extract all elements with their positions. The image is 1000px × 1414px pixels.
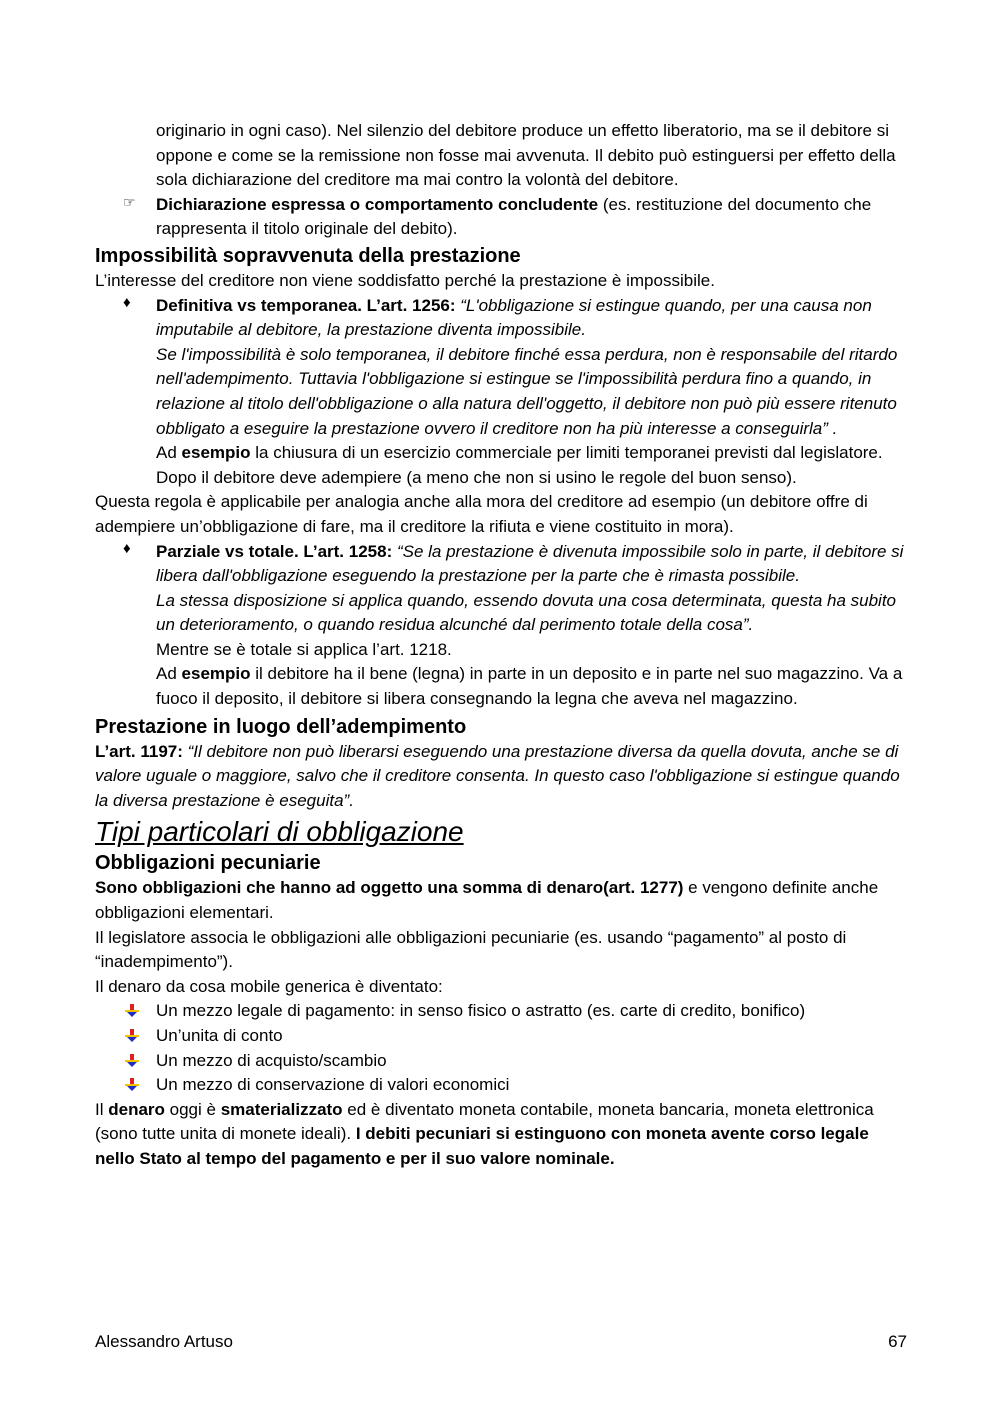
continuation-paragraph: originario in ogni caso). Nel silenzio del debitore produce un effetto liberatorio, ma se il debitore si oppone e come se la remissione non fosse mai avvenuta. Il debito può estinguersi per effetto della sola dichiarazione del creditore ma mai contro la volontà del debitore. [156, 121, 896, 190]
paragraph: Sono obbligazioni che hanno ad oggetto una somma di denaro(art. 1277) e vengono definite anche obbligazioni elementari. [95, 878, 879, 923]
list-item: ☞ Dichiarazione espressa o comportamento concludente (es. restituzione del documento che rappresenta il titolo originale del debito). [123, 193, 872, 239]
list-item: Un mezzo di acquisto/scambio [95, 1049, 907, 1074]
section-title: Obbligazioni pecuniarie [95, 852, 321, 875]
paragraph: Questa regola è applicabile per analogia anche alla mora del creditore ad esempio (un debitore offre di adempiere un’obbligazione di fare, ma il creditore la rifiuta e viene costituito in mora). [95, 492, 868, 536]
paragraph: L’art. 1197: “Il debitore non può liberarsi eseguendo una prestazione diversa da quella dovuta, anche se di valore uguale o maggiore, salvo che il creditore consenta. In questo caso l'obbligazione si estingue quando la diversa prestazione è eseguita”. [95, 741, 900, 810]
bold-text: Dichiarazione espressa o comportamento concludente [156, 194, 599, 214]
paragraph: Il legislatore associa le obbligazioni alle obbligazioni pecuniarie (es. usando “pagamento” al posto di “inadempimento”). [95, 927, 847, 972]
paragraph: Il denaro da cosa mobile generica è diventato: [95, 976, 443, 996]
page-footer [95, 1331, 907, 1353]
page-number: 67 [888, 1332, 907, 1351]
money-list [95, 999, 907, 1097]
list-item: Un mezzo di conservazione di valori economici [95, 1073, 907, 1098]
down-arrow-bullet-icon [125, 1029, 139, 1043]
page-content [95, 119, 907, 1172]
list-item: Un mezzo legale di pagamento: in senso fisico o astratto (es. carte di credito, bonifico) [95, 999, 907, 1024]
down-arrow-bullet-icon [125, 1004, 139, 1018]
diamond-bullet-icon: ♦ [123, 293, 131, 311]
chapter-title: Tipi particolari di obbligazione [95, 816, 464, 848]
section-title: Prestazione in luogo dell’adempimento [95, 715, 467, 738]
down-arrow-bullet-icon [125, 1054, 139, 1068]
list-item: ♦ Definitiva vs temporanea. L’art. 1256: “L'obbligazione si estingue quando, per una causa non imputabile al debitore, la prestazione diventa impossibile. Se l'impossibilità è solo temporanea, il debitore finché essa perdura, non è responsabile del ritardo nell'adempimento. Tuttavia l'obbligazione si estingue se l'impossibilità perdura fino a quando, in relazione al titolo dell'obbligazione o alla natura dell'oggetto, il debitore non può più essere ritenuto obbligato a eseguire la prestazione ovvero il creditore non ha più interesse a conseguirla” . Ad esempio la chiusura di un esercizio commerciale per limiti temporanei previsti dal legislatore. Dopo il debitore deve adempiere (a meno che non si usino le regole del buon senso). [123, 293, 898, 487]
pointing-hand-icon: ☞ [123, 193, 136, 210]
section-title: Impossibilità sopravvenuta della prestazione [95, 244, 521, 267]
list-item: ♦ Parziale vs totale. L’art. 1258: “Se la prestazione è divenuta impossibile solo in parte, il debitore si libera dall'obbligazione eseguendo la prestazione per la parte che è rimasta possibile. La stessa disposizione si applica quando, essendo dovuta una cosa determinata, questa ha subito un deterioramento, o quando residua alcunché dal perimento totale della cosa”. Mentre se è totale si applica l’art. 1218. Ad esempio il debitore ha il bene (legna) in parte in un deposito e in parte nel suo magazzino. Va a fuoco il deposito, il debitore si libera consegnando la legna che aveva nel magazzino. [123, 539, 904, 709]
paragraph: Il denaro oggi è smaterializzato ed è diventato moneta contabile, moneta bancaria, moneta elettronica (sono tutte unita di monete ideali). I debiti pecuniari si estinguono con moneta avente corso legale nello Stato al tempo del pagamento e per il suo valore nominale. [95, 1099, 874, 1168]
paragraph: L’interesse del creditore non viene soddisfatto perché la prestazione è impossibile. [95, 270, 715, 290]
diamond-bullet-icon: ♦ [123, 539, 131, 557]
down-arrow-bullet-icon [125, 1078, 139, 1092]
list-item: Un’unita di conto [95, 1024, 907, 1049]
footer-author: Alessandro Artuso [95, 1332, 233, 1351]
